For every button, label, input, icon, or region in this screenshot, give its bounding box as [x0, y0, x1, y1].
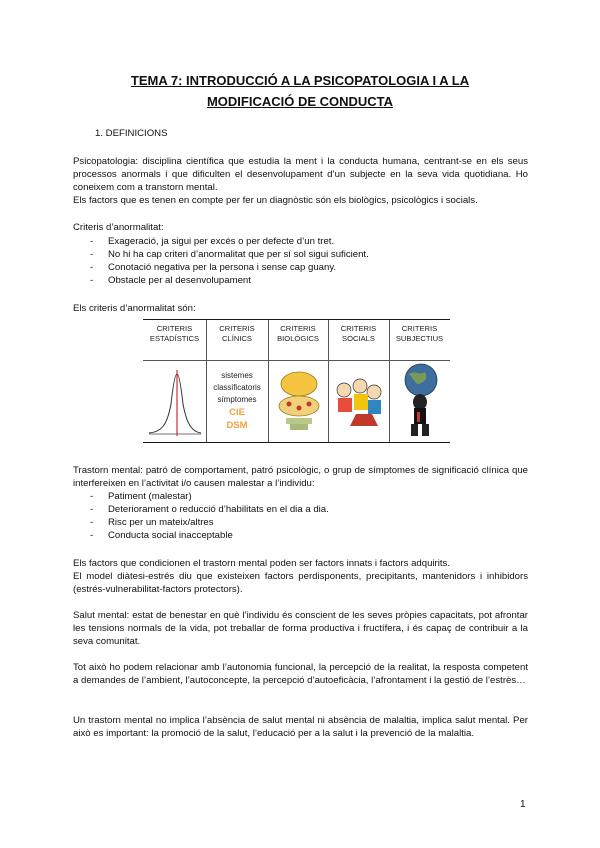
- normal-curve-icon: [147, 364, 203, 440]
- crowd-cartoon-icon: [332, 370, 386, 430]
- diatesi-paragraph: El model diàtesi-estrés diu que existeixen factors perdisponents, precipitants, mantenidors i inhibidors (estrés-vulnerabilitat-factors protectors).: [73, 571, 528, 595]
- figure-col-socials: [328, 320, 389, 442]
- criteris-title: Criteris d’anormalitat:: [73, 222, 164, 233]
- col-header: CRITERIS SOCIALS: [340, 324, 377, 343]
- salut-mental-paragraph: Salut mental: estat de benestar en què l’individu és conscient de les seves pròpies capacitats, pot afrontar les tensions normals de la vida, pot treballar de forma productiva i fructífera, i és capaç de contribuir a la seva comunitat.: [73, 610, 528, 647]
- figure-col-clinics: [206, 320, 268, 442]
- page-number: 1: [520, 799, 526, 810]
- criteris-list: [73, 235, 528, 287]
- list-item: - No hi ha cap criteri d’anormalitat que per sí sol sigui suficient.: [73, 248, 528, 261]
- neuron-icon: [274, 364, 324, 434]
- list-item: - Exageració, ja sigui per excés o per defecte d’un tret.: [73, 235, 528, 248]
- psicopatologia-paragraph: Psicopatologia: disciplina científica que estudia la ment i la conducta humana, centrant-se en els seus processos anormals i que dificulten el desenvolupament d’un subjecte en la seva vida quotidiana. Ho coneixem com a transtorn mental.: [73, 156, 528, 193]
- list-item: - Conducta social inacceptable: [73, 529, 528, 542]
- title-line-1: TEMA 7: INTRODUCCIÓ A LA PSICOPATOLOGIA I A LA: [130, 73, 470, 88]
- figure-col-biologics: [268, 320, 328, 442]
- figure-col-estadistics: [143, 320, 206, 442]
- list-item: - Obstacle per al desenvolupament: [73, 274, 528, 287]
- atlas-globe-icon: [397, 362, 443, 440]
- list-item: - Risc per un mateix/altres: [73, 516, 528, 529]
- criteris-figure: [143, 319, 450, 443]
- clinics-text: sistemes classificatoris símptomes CIE DSM: [213, 371, 261, 431]
- trastorn-list: [73, 490, 528, 542]
- list-item: - Patiment (malestar): [73, 490, 528, 503]
- col-header: CRITERIS ESTADÍSTICS: [149, 324, 200, 343]
- autonomia-paragraph: Tot això ho podem relacionar amb l’autonomia funcional, la percepció de la realitat, la resposta competent a demandes de l’ambient, l’autoconcepte, la percepció d’autoeficàcia, l’afrontament i la gestió de l’estrès…: [73, 662, 528, 686]
- col-header: CRITERIS SUBJECTIUS: [395, 324, 444, 343]
- page-title: [60, 70, 540, 112]
- criteris-son: Els criteris d’anormalitat són:: [73, 303, 196, 314]
- list-item: - Deteriorament o reducció d’habilitats en el dia a dia.: [73, 503, 528, 516]
- col-header: CRITERIS CLÍNICS: [219, 324, 255, 343]
- figure-col-subjectius: [389, 320, 450, 442]
- col-header: CRITERIS BIOLÒGICS: [277, 324, 319, 343]
- section-heading: 1. DEFINICIONS: [95, 128, 168, 139]
- title-line-2: MODIFICACIÓ DE CONDUCTA: [206, 94, 394, 109]
- list-item: - Conotació negativa per la persona i sense cap guany.: [73, 261, 528, 274]
- factors-paragraph: Els factors que es tenen en compte per fer un diagnòstic són els biològics, psicològics i socials.: [73, 195, 478, 206]
- trastorn-paragraph: Trastorn mental: patró de comportament, patró psicològic, o grup de símptomes de significació clínica que interfereixen en l’activitat i/o causen malestar a l’individu:: [73, 465, 528, 489]
- final-paragraph: Un trastorn mental no implica l’absència de salut mental ni absència de malaltia, implica salut mental. Per això es important: la promoció de la salut, l’educació per a la salut i la prevenció de la malaltia.: [73, 715, 528, 739]
- factors-condicionen-paragraph: Els factors que condicionen el trastorn mental poden ser factors innats i factors adquirits.: [73, 558, 451, 569]
